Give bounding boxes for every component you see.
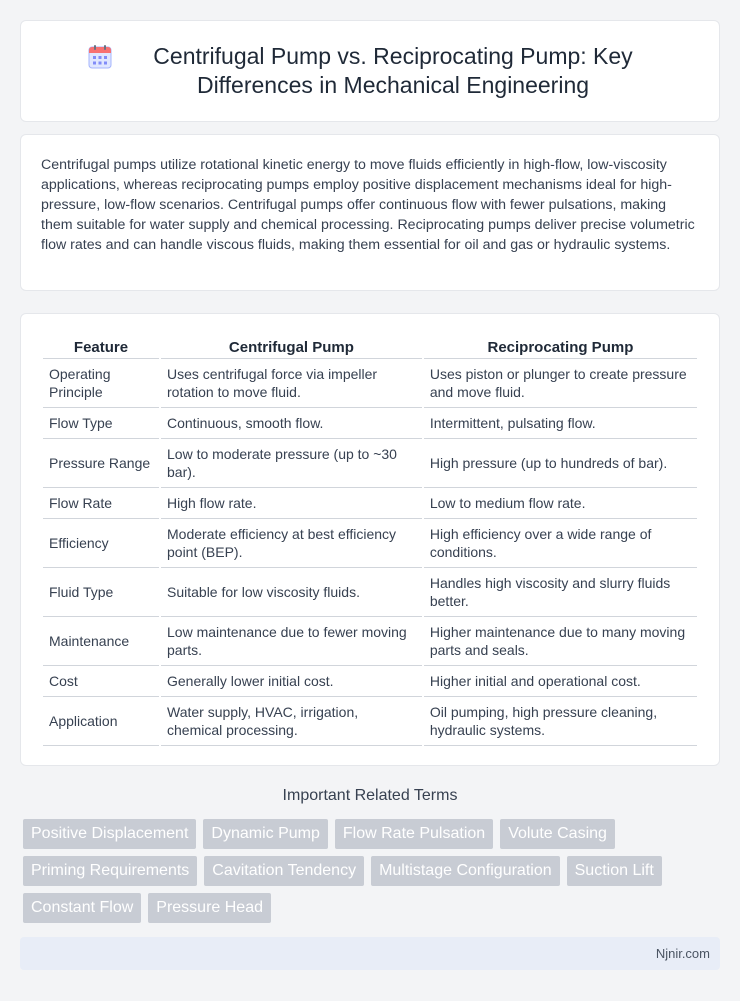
related-term-tag[interactable]: Suction Lift	[567, 856, 662, 886]
related-term-tag[interactable]: Pressure Head	[148, 893, 271, 923]
table-row	[43, 359, 697, 408]
reciprocating-cell: Oil pumping, high pressure cleaning, hydraulic systems.	[424, 697, 697, 746]
feature-cell: Efficiency	[43, 519, 159, 568]
related-term-tag[interactable]: Cavitation Tendency	[204, 856, 364, 886]
related-term-tag[interactable]: Multistage Configuration	[371, 856, 560, 886]
feature-cell: Cost	[43, 666, 159, 697]
comparison-table	[41, 334, 699, 746]
related-term-tag[interactable]: Constant Flow	[23, 893, 141, 923]
centrifugal-cell: Suitable for low viscosity fluids.	[161, 568, 422, 617]
table-row	[43, 408, 697, 439]
column-header-reciprocating: Reciprocating Pump	[424, 334, 697, 359]
feature-cell: Fluid Type	[43, 568, 159, 617]
footer	[20, 937, 720, 970]
reciprocating-cell: Low to medium flow rate.	[424, 488, 697, 519]
reciprocating-cell: Higher maintenance due to many moving parts and seals.	[424, 617, 697, 666]
centrifugal-cell: Low to moderate pressure (up to ~30 bar).	[161, 439, 422, 488]
related-terms-list	[23, 819, 723, 923]
table-row	[43, 568, 697, 617]
table-row	[43, 519, 697, 568]
related-term-tag[interactable]: Volute Casing	[500, 819, 615, 849]
related-term-tag[interactable]: Flow Rate Pulsation	[335, 819, 493, 849]
related-term-tag[interactable]: Dynamic Pump	[203, 819, 327, 849]
reciprocating-cell: Higher initial and operational cost.	[424, 666, 697, 697]
centrifugal-cell: Uses centrifugal force via impeller rotation to move fluid.	[161, 359, 422, 408]
intro-card	[20, 134, 720, 291]
footer-site: Njnir.com	[655, 946, 710, 961]
feature-cell: Flow Type	[43, 408, 159, 439]
centrifugal-cell: Moderate efficiency at best efficiency point (BEP).	[161, 519, 422, 568]
related-term-tag[interactable]: Priming Requirements	[23, 856, 197, 886]
feature-cell: Maintenance	[43, 617, 159, 666]
calendar-icon	[87, 44, 113, 70]
column-header-feature: Feature	[43, 334, 159, 359]
reciprocating-cell: High pressure (up to hundreds of bar).	[424, 439, 697, 488]
reciprocating-cell: Handles high viscosity and slurry fluids better.	[424, 568, 697, 617]
feature-cell: Application	[43, 697, 159, 746]
title-card	[20, 20, 720, 122]
column-header-centrifugal: Centrifugal Pump	[161, 334, 422, 359]
centrifugal-cell: Generally lower initial cost.	[161, 666, 422, 697]
comparison-table-card	[20, 313, 720, 766]
table-row	[43, 439, 697, 488]
centrifugal-cell: Low maintenance due to fewer moving parts.	[161, 617, 422, 666]
feature-cell: Operating Principle	[43, 359, 159, 408]
table-row	[43, 488, 697, 519]
table-row	[43, 617, 697, 666]
reciprocating-cell: High efficiency over a wide range of conditions.	[424, 519, 697, 568]
centrifugal-cell: Water supply, HVAC, irrigation, chemical processing.	[161, 697, 422, 746]
centrifugal-cell: High flow rate.	[161, 488, 422, 519]
feature-cell: Flow Rate	[43, 488, 159, 519]
intro-paragraph: Centrifugal pumps utilize rotational kinetic energy to move fluids efficiently in high-flow, low-viscosity applications, whereas reciprocating pumps employ positive displacement mechanisms ideal for high-pressure, low-flow scenarios. Centrifugal pumps offer continuous flow with fewer pulsations, making them suitable for water supply and chemical processing. Reciprocating pumps deliver precise volumetric flow rates and can handle viscous fluids, making them essential for oil and gas or hydraulic systems.	[41, 157, 695, 253]
table-row	[43, 666, 697, 697]
reciprocating-cell: Intermittent, pulsating flow.	[424, 408, 697, 439]
related-term-tag[interactable]: Positive Displacement	[23, 819, 196, 849]
related-terms-title: Important Related Terms	[282, 787, 458, 804]
page-title: Centrifugal Pump vs. Reciprocating Pump: Key Differences in Mechanical Engineering	[153, 43, 633, 98]
table-header-row	[43, 334, 697, 359]
feature-cell: Pressure Range	[43, 439, 159, 488]
reciprocating-cell: Uses piston or plunger to create pressure and move fluid.	[424, 359, 697, 408]
table-row	[43, 697, 697, 746]
centrifugal-cell: Continuous, smooth flow.	[161, 408, 422, 439]
